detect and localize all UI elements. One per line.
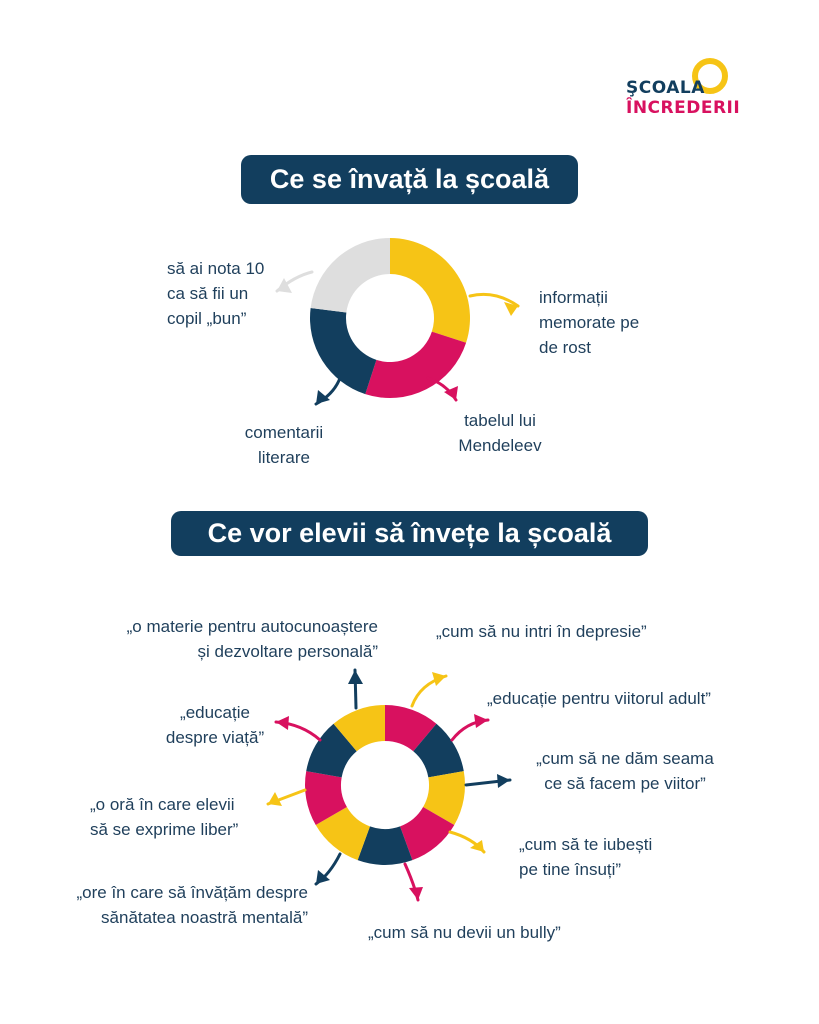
arrow-s2-viitor — [466, 774, 510, 788]
label-ora-exprimare-libera: „o oră în care elevii să se exprime liber” — [90, 795, 239, 839]
arrow-s2-liber — [268, 790, 305, 806]
label-sa-te-iubesti: „cum să te iubești pe tine însuți” — [519, 835, 653, 879]
label-bully: „cum să nu devii un bully” — [368, 923, 561, 942]
arrow-s2-iubesti — [450, 832, 484, 852]
arrow-s2-depresie — [412, 672, 446, 706]
label-nota-10: să ai nota 10 ca să fii un copil „bun” — [167, 259, 265, 328]
section2-title: Ce vor elevii să învețe la școală — [171, 511, 648, 556]
label-materie-autocunoastere: „o materie pentru autocunoaștere și dezvoltare personală” — [126, 617, 378, 661]
arrow-s2-materie — [348, 670, 363, 708]
arrow-s2-adult — [452, 714, 488, 740]
logo-line-1: ŞCOALA — [626, 78, 705, 98]
logo-line-2: ÎNCREDERII — [626, 98, 741, 118]
arrow-s2-bully — [405, 864, 423, 900]
donut-slice-3 — [310, 308, 376, 394]
donut-chart-wishes — [305, 705, 465, 865]
label-informatii-memorate: informații memorate pe de rost — [539, 288, 640, 357]
donut-slice-1 — [390, 238, 470, 343]
label-depresie: „cum să nu intri în depresie” — [436, 622, 647, 641]
label-tabelul-mendeleev: tabelul lui Mendeleev — [458, 411, 542, 455]
arrow-blue-1 — [316, 378, 340, 404]
label-educatie-viitorul-adult: „educație pentru viitorul adult” — [487, 689, 711, 708]
donut-slice-2 — [365, 332, 466, 398]
label-comentarii-literare: comentarii literare — [244, 423, 324, 467]
label-educatie-despre-viata: „educație despre viață” — [165, 703, 265, 747]
label-sanatate-mentala: „ore în care să învățăm despre sănătatea noastră mentală” — [76, 883, 308, 927]
arrow-grey — [277, 272, 312, 293]
arrow-s2-sanatate — [316, 854, 340, 884]
donut-chart-school — [310, 238, 470, 398]
section1-title: Ce se învață la școală — [241, 155, 578, 204]
donut-slice-4 — [311, 238, 390, 312]
label-ce-sa-facem-pe-viitor: „cum să ne dăm seama ce să facem pe viitor” — [536, 749, 714, 793]
arrow-pink-1 — [428, 378, 458, 400]
arrow-s2-viata — [276, 716, 320, 740]
arrow-yellow-1 — [470, 294, 518, 316]
